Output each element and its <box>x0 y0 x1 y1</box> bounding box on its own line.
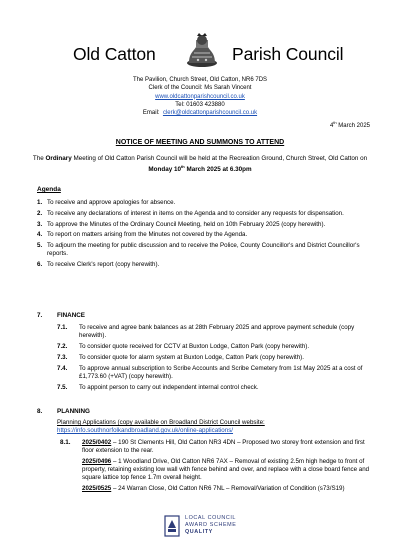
agenda-item: 2. To receive any declarations of interest in items on the Agenda and to consider any requests for dispensation. <box>37 209 344 217</box>
planning-application: 2025/0525 – 24 Warran Close, Old Catton NR6 7NL – Removal/Variation of Condition (s73/S19) <box>82 485 345 493</box>
email-label: Email: <box>142 110 160 117</box>
planning-heading: PLANNING <box>57 408 90 415</box>
award-emblem-icon <box>163 514 181 538</box>
letterhead <box>0 33 400 69</box>
clerk-line: Clerk of the Council: Ms Sarah Vincent <box>148 85 252 92</box>
address-line: The Pavilion, Church Street, Old Catton, NR6 7DS <box>132 77 268 83</box>
planning-portal-link[interactable]: https://info.southnorfolkandbroadland.gov.uk/online-applications/ <box>57 427 234 435</box>
notice-title: NOTICE OF MEETING AND SUMMONS TO ATTEND <box>115 139 285 146</box>
finance-item: 7.5. To appoint person to carry out independent internal control check. <box>57 383 259 391</box>
finance-item: 7.2. To consider quote received for CCTV at Buxton Lodge, Catton Park (copy herewith). <box>57 342 310 350</box>
finance-list <box>57 324 375 394</box>
finance-item: 7.3. To consider quote for alarm system at Buxton Lodge, Catton Park (copy herewith). <box>57 353 304 361</box>
telephone-line: Tel: 01603 423880 <box>175 101 225 108</box>
letter-date: 4th March 2025 <box>329 120 370 129</box>
agenda-item: 1. To receive and approve apologies for absence. <box>37 199 176 206</box>
quality-award-badge <box>163 512 243 542</box>
council-name-right: Parish Council <box>232 44 344 64</box>
email-link[interactable]: clerk@oldcattonparishcouncil.co.uk <box>162 110 258 117</box>
agenda-heading: Agenda <box>37 186 61 193</box>
badge-line: AWARD SCHEME <box>185 521 237 528</box>
planning-number: 8. <box>37 408 43 415</box>
planning-subitem-number: 8.1. <box>60 439 71 446</box>
finance-item: 7.4. To approve annual subscription to Scribe Accounts and Scribe Cemetery from 1st May 2025 at a cost of £1,773.60 (+VAT) (copy herewith). <box>57 364 363 380</box>
planning-application: 2025/0402 – 190 St Clements Hill, Old Catton NR3 4DN – Proposed two storey front extension and first floor extension to the rear. <box>82 439 365 455</box>
parish-crest-icon <box>185 33 219 69</box>
planning-applications-intro: Planning Applications (copy available on Broadland District Council website: https://info.southnorfolkandbroadland.gov.uk/online-applications/ <box>57 419 375 435</box>
badge-line: LOCAL COUNCIL <box>185 515 237 521</box>
agenda-list <box>37 199 372 272</box>
council-name-left: Old Catton <box>73 44 156 64</box>
badge-line: QUALITY <box>185 528 213 535</box>
planning-application: 2025/0496 – 1 Woodland Drive, Old Catton NR6 7AX – Removal of existing 2.5m high hedge to front of property, retaining existing low wall with fence behind and over, and replace with a close board fence and square lattice top fence 1.7m overall height. <box>82 457 370 482</box>
meeting-intro: The Ordinary Meeting of Old Catton Parish Council will be held at the Recreation Ground, Church Street, Old Catton on Monday 10th March 2025 at 6.30pm <box>32 155 368 173</box>
website-link[interactable]: www.oldcattonparishcouncil.co.uk <box>155 93 245 100</box>
agenda-item: 5. To adjourn the meeting for public discussion and to receive the Police, County Councillor's and District Councillor's reports. <box>37 242 360 258</box>
agenda-item: 3. To approve the Minutes of the Ordinary Council Meeting, held on 10th February 2025 (copy herewith). <box>37 220 326 228</box>
agenda-item: 6. To receive Clerk's report (copy herewith). <box>37 261 160 269</box>
finance-heading: FINANCE <box>57 312 85 319</box>
finance-number: 7. <box>37 312 43 319</box>
address-block <box>0 76 400 117</box>
finance-item: 7.1. To receive and agree bank balances as at 28th February 2025 and approve payment schedule (copy herewith). <box>57 324 355 340</box>
agenda-item: 4. To report on matters arising from the Minutes not covered by the Agenda. <box>37 231 248 239</box>
planning-applications-list <box>82 439 374 496</box>
